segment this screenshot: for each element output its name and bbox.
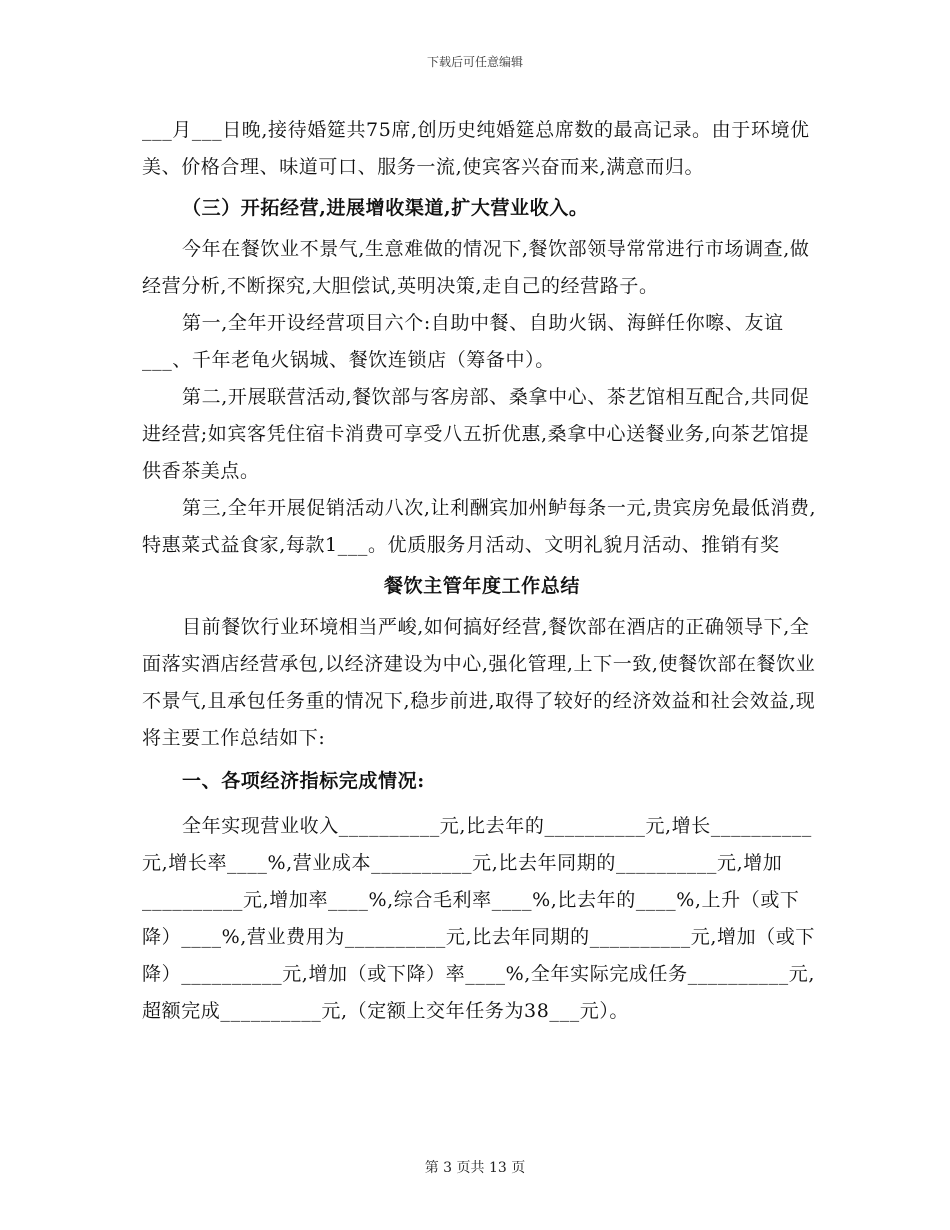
paragraph-first-projects: 第一,全年开设经营项目六个:自助中餐、自助火锅、海鲜任你嚓、友谊___、千年老龟火锅城、餐饮连锁店（筹备中）。 <box>142 312 784 371</box>
page-footer: 第 3 页共 13 页 <box>424 1160 526 1176</box>
paragraph-second-joint-operation: 第二,开展联营活动,餐饮部与客房部、桑拿中心、茶艺馆相互配合,共同促进经营;如宾客凭住宿卡消费可享受八五折优惠,桑拿中心送餐业务,向茶艺馆提供香茶美点。 <box>142 386 810 482</box>
paragraph-banquet-record: ___月___日晚,接待婚筵共75席,创历史纯婚筵总席数的最高记录。由于环境优美、价格合理、味道可口、服务一流,使宾客兴奋而来,满意而归。 <box>142 119 810 178</box>
section-heading-indicators: 一、各项经济指标完成情况: <box>182 770 425 792</box>
document-title: 餐饮主管年度工作总结 <box>383 575 580 597</box>
page-header: 下载后可任意编辑 <box>426 55 523 69</box>
document-body <box>142 112 822 1030</box>
paragraph-introduction: 目前餐饮行业环境相当严峻,如何搞好经营,餐饮部在酒店的正确领导下,全面落实酒店经营承包,以经济建设为中心,强化管理,上下一致,使餐饮部在餐饮业不景气,且承包任务重的情况下,稳步前进,取得了较好的经济效益和社会效益,现将主要工作总结如下: <box>142 616 816 749</box>
section-heading-expand-business: （三）开拓经营,进展增收渠道,扩大营业收入。 <box>182 197 589 219</box>
paragraph-third-promotions: 第三,全年开展促销活动八次,让利酬宾加州鲈每条一元,贵宾房免最低消费,特惠菜式益食家,每款1___。优质服务月活动、文明礼貌月活动、推销有奖 <box>142 497 817 556</box>
paragraph-market-research: 今年在餐饮业不景气,生意难做的情况下,餐饮部领导常常进行市场调查,做经营分析,不断探究,大胆偿试,英明决策,走自己的经营路子。 <box>142 238 810 297</box>
paragraph-indicator-figures: 全年实现营业收入__________元,比去年的__________元,增长__________元,增长率____%,营业成本__________元,比去年同期的__________元,增加__________元,增加率____%,综合毛利率____%,比去年的____%,上升（或下降）____%,营业费用为__________元,比去年同期的__________元,增加（或下降）__________元,增加（或下降）率____%,全年实际完成任务__________元,超额完成__________元,（定额上交年任务为38___元）。 <box>142 815 815 1022</box>
